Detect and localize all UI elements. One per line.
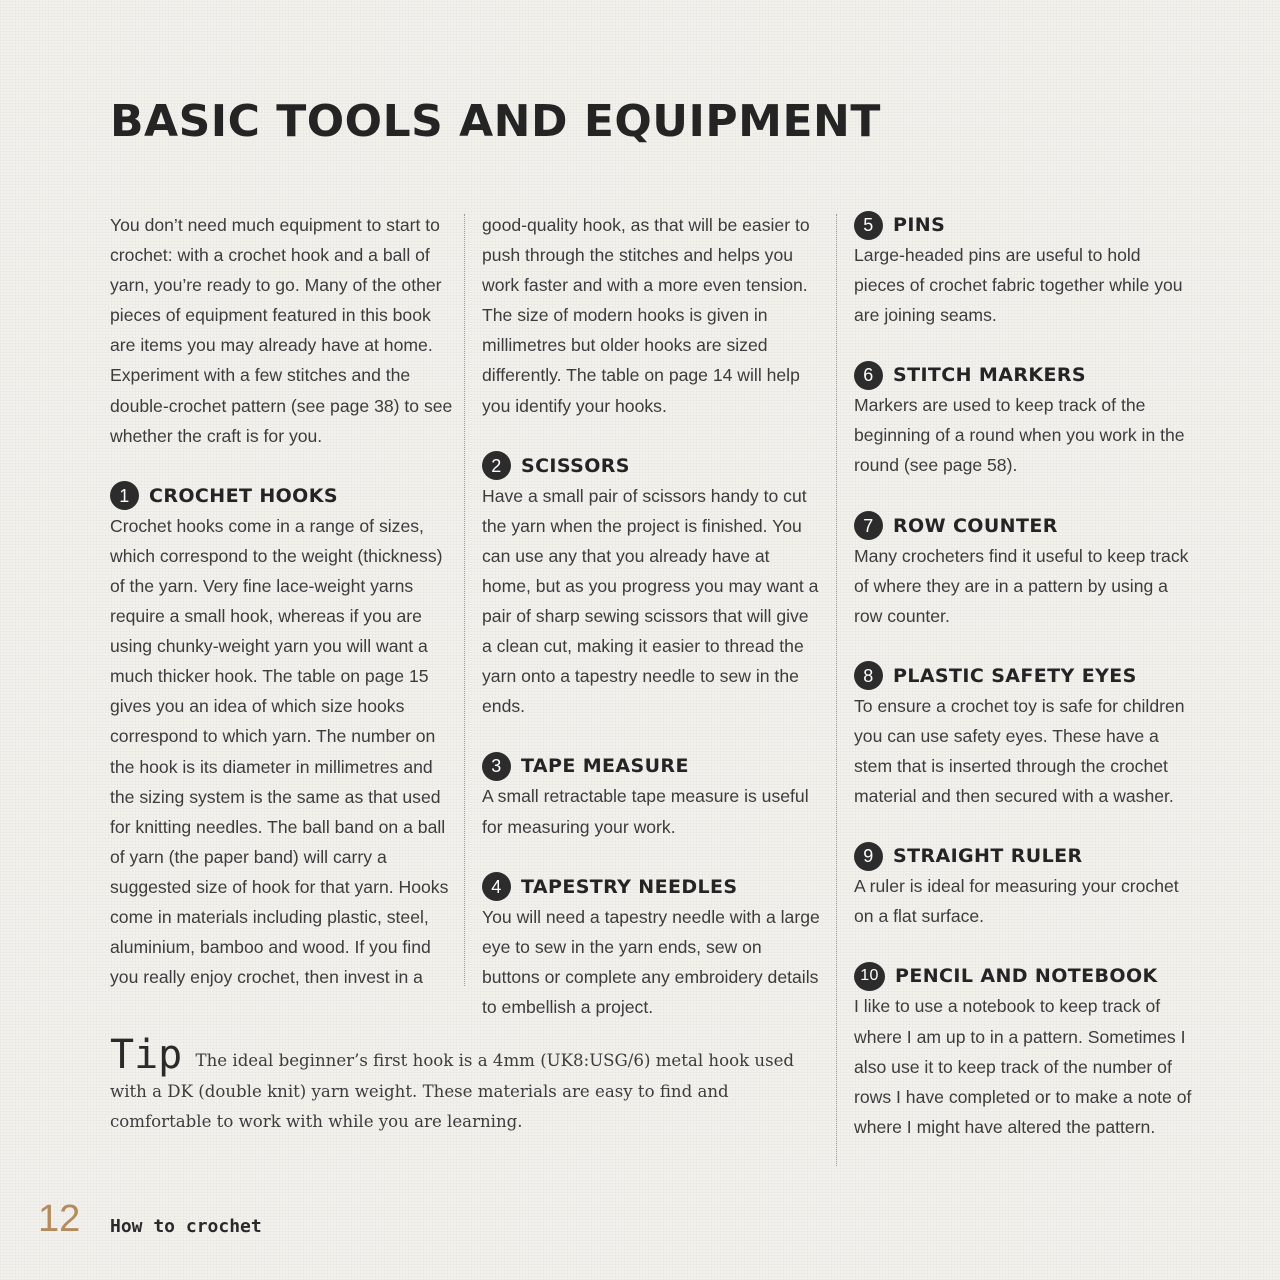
section-heading-text: PINS [893, 213, 946, 236]
section-heading [110, 481, 455, 511]
column-divider [836, 214, 837, 1166]
number-3-icon: 3 [482, 752, 511, 781]
section-heading-text: PLASTIC SAFETY EYES [893, 664, 1137, 687]
section-heading [854, 360, 1194, 390]
section-text: Have a small pair of scissors handy to cut the yarn when the project is finished. You can use any that you already have at home, but as you progress you may want a pair of sharp sewing scissors that will give a clean cut, making it easier to thread the yarn onto a tapestry needle to sew in the ends. [482, 485, 819, 717]
crochet-hooks-continued: good-quality hook, as that will be easier to push through the stitches and helps you work faster and with a more even tension. The size of modern hooks is given in millimetres but older hooks are sized differently. The table on page 14 will help you identify your hooks. [482, 215, 810, 416]
section-plastic-safety-eyes [854, 661, 1194, 811]
number-7-icon: 7 [854, 511, 883, 540]
number-4-icon: 4 [482, 872, 511, 901]
section-text: Large-headed pins are useful to hold pieces of crochet fabric together while you are joining seams. [854, 245, 1183, 326]
section-heading-text: TAPESTRY NEEDLES [521, 875, 738, 898]
section-row-counter [854, 511, 1194, 631]
number-1-icon: 1 [110, 481, 139, 510]
running-head: How to crochet [110, 1216, 262, 1237]
section-heading-text: SCISSORS [521, 454, 630, 477]
section-text: I like to use a notebook to keep track of where I am up to in a pattern. Sometimes I also use it to keep track of the number of rows I have completed or to make a note of where I might have altered the pattern. [854, 996, 1192, 1137]
column-2 [482, 210, 822, 1022]
tip-text: The ideal beginner’s first hook is a 4mm (UK8:USG/6) metal hook used with a DK (double knit) yarn weight. These materials are easy to find and comfortable to work with while you are learning. [110, 1051, 795, 1131]
section-crochet-hooks [110, 481, 455, 993]
section-text: Crochet hooks come in a range of sizes, which correspond to the weight (thickness) of the yarn. Very fine lace-weight yarns require a small hook, whereas if you are using chunky-weight yarn you will want a much thicker hook. The table on page 15 gives you an idea of which size hooks correspond to which yarn. The number on the hook is its diameter in millimetres and the sizing system is the same as that used for knitting needles. The ball band on a ball of yarn (the paper band) will carry a suggested size of hook for that yarn. Hooks come in materials including plastic, steel, aluminium, bamboo and wood. If you find you really enjoy crochet, then invest in a [110, 515, 449, 988]
section-heading-text: CROCHET HOOKS [149, 484, 338, 507]
section-text: Many crocheters find it useful to keep track of where they are in a pattern by using a row counter. [854, 545, 1189, 626]
section-scissors [482, 451, 822, 722]
section-text: To ensure a crochet toy is safe for children you can use safety eyes. These have a stem that is inserted through the crochet material and then secured with a washer. [854, 695, 1185, 807]
column-3 [854, 210, 1194, 1142]
page-title: BASIC TOOLS AND EQUIPMENT [110, 96, 881, 147]
section-heading-text: STITCH MARKERS [893, 364, 1086, 387]
section-stitch-markers [854, 360, 1194, 480]
section-heading [854, 210, 1194, 240]
section-heading [854, 961, 1194, 991]
section-text: Markers are used to keep track of the beginning of a round when you work in the round (see page 58). [854, 395, 1185, 476]
section-heading-text: PENCIL AND NOTEBOOK [895, 965, 1158, 988]
section-heading-text: TAPE MEASURE [521, 755, 689, 778]
section-heading-text: STRAIGHT RULER [893, 845, 1083, 868]
section-text: A ruler is ideal for measuring your crochet on a flat surface. [854, 876, 1179, 927]
section-pins [854, 210, 1194, 330]
column-1 [110, 210, 455, 992]
section-heading [854, 841, 1194, 871]
section-straight-ruler [854, 841, 1194, 931]
page-number: 12 [38, 1198, 81, 1240]
section-heading [482, 872, 822, 902]
number-8-icon: 8 [854, 661, 883, 690]
tip-box [110, 1032, 810, 1138]
section-text: A small retractable tape measure is useful for measuring your work. [482, 786, 809, 837]
tip-label: Tip [110, 1032, 183, 1078]
number-10-icon: 10 [854, 962, 885, 991]
section-heading-text: ROW COUNTER [893, 514, 1058, 537]
section-heading [482, 451, 822, 481]
number-9-icon: 9 [854, 842, 883, 871]
intro-paragraph: You don’t need much equipment to start to crochet: with a crochet hook and a ball of yarn, you’re ready to go. Many of the other pieces of equipment featured in this book are items you may already have at home. Experiment with a few stitches and the double-crochet pattern (see page 38) to see whether the craft is for you. [110, 215, 453, 446]
section-heading [854, 511, 1194, 541]
section-pencil-and-notebook [854, 961, 1194, 1141]
number-6-icon: 6 [854, 361, 883, 390]
section-tapestry-needles [482, 872, 822, 1022]
section-heading [482, 751, 822, 781]
section-heading [854, 661, 1194, 691]
section-text: You will need a tapestry needle with a large eye to sew in the yarn ends, sew on buttons or complete any embroidery details to embellish a project. [482, 906, 820, 1017]
number-5-icon: 5 [854, 211, 883, 240]
section-tape-measure [482, 751, 822, 841]
number-2-icon: 2 [482, 451, 511, 480]
column-divider [464, 214, 465, 986]
